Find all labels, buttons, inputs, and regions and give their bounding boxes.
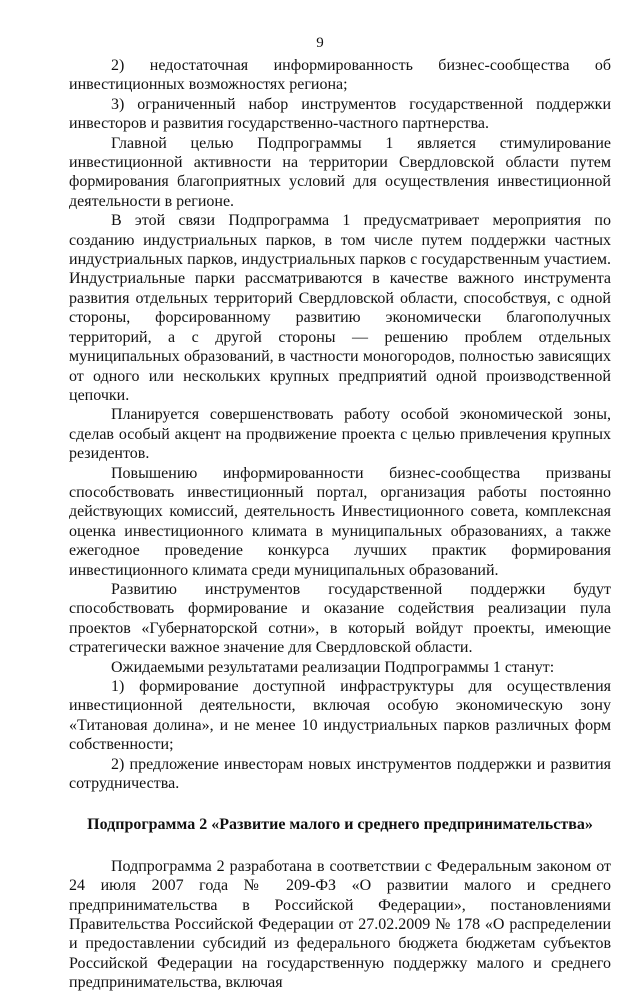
document-body bbox=[69, 56, 611, 993]
paragraph: Повышению информированности бизнес-сообщества призваны способствовать инвестиционный портал, организация работы постоянно действующих комиссий, деятельность Инвестиционного совета, комплексная оценка инвестиционного климата в муниципальных образованиях, а также ежегодное проведение конкурса лучших практик формирования инвестиционного климата среди муниципальных образований. bbox=[69, 464, 611, 579]
paragraph: Ожидаемыми результатами реализации Подпрограммы 1 станут: bbox=[111, 658, 555, 676]
paragraph: В этой связи Подпрограмма 1 предусматривает мероприятия по созданию индустриальных парков, в том числе путем поддержки частных индустриальных парков, индустриальных парков с государственным участием. Индустриальные парки рассматриваются в качестве важного инструмента развития отдельных территорий Свердловской области, способствуя, с одной стороны, форсированному развитию экономически благополучных территорий, а с другой стороны — решению проблем отдельных муниципальных образований, в частности моногородов, полностью зависящих от одного или нескольких крупных предприятий одной производственной цепочки. bbox=[69, 212, 611, 404]
paragraph: Главной целью Подпрограммы 1 является стимулирование инвестиционной активности на территории Свердловской области путем формирования благоприятных условий для осуществления инвестиционной деятельности в регионе. bbox=[69, 134, 611, 210]
paragraph: Подпрограмма 2 разработана в соответствии с Федеральным законом от 24 июля 2007 года № 209-ФЗ «О развитии малого и среднего предпринимательства в Российской Федерации», постановлениями Правительства Российской Федерации от 27.02.2009 № 178 «О распределении и предоставлении субсидий из федерального бюджета бюджетам субъектов Российской Федерации на государственную поддержку малого и среднего предпринимательства, включая bbox=[69, 857, 611, 992]
paragraph: Планируется совершенствовать работу особой экономической зоны, сделав особый акцент на продвижение проекта с целью привлечения крупных резидентов. bbox=[69, 406, 611, 463]
paragraph: 2) недостаточная информированность бизнес-сообщества об инвестиционных возможностях региона; bbox=[69, 57, 611, 94]
page-number: 9 bbox=[316, 35, 324, 51]
section-heading: Подпрограмма 2 «Развитие малого и среднего предпринимательства» bbox=[87, 816, 593, 834]
paragraph: Развитию инструментов государственной поддержки будут способствовать формирование и оказание содействия реализации пула проектов «Губернаторской сотни», в который войдут проекты, имеющие стратегически важное значение для Свердловской области. bbox=[69, 580, 611, 657]
paragraph: 3) ограниченный набор инструментов государственной поддержки инвесторов и развития государственно-частного партнерства. bbox=[69, 95, 611, 133]
paragraph: 2) предложение инвесторам новых инструментов поддержки и развития сотрудничества. bbox=[69, 755, 611, 793]
paragraph: 1) формирование доступной инфраструктуры для осуществления инвестиционной деятельности, включая особую экономическую зону «Титановая долина», и не менее 10 индустриальных парков различных форм собственности; bbox=[69, 678, 611, 754]
